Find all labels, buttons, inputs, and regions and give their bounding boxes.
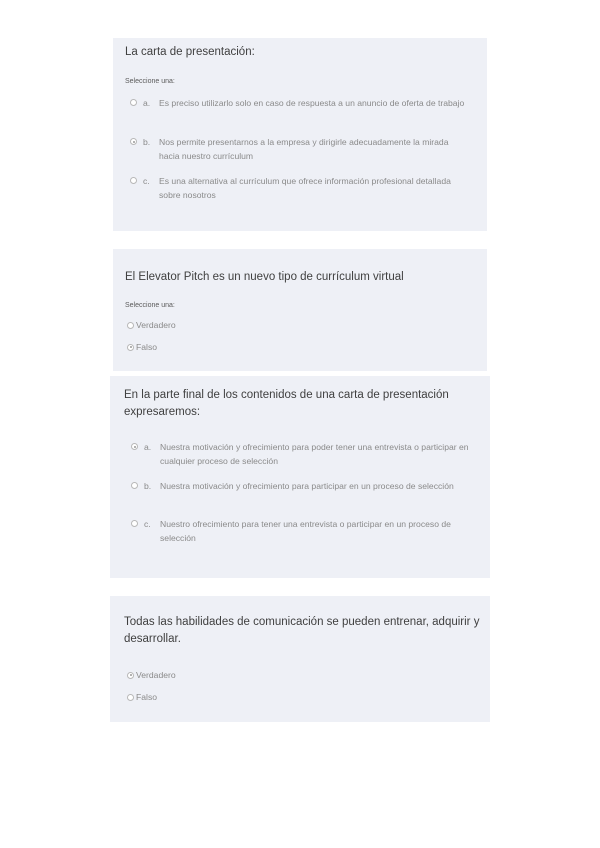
option-b[interactable] [130, 135, 470, 163]
option-c[interactable] [130, 174, 470, 202]
option-c[interactable] [131, 517, 476, 545]
question-card-3 [110, 376, 490, 578]
option-falso[interactable] [127, 342, 157, 352]
option-letter: a. [143, 98, 151, 108]
radio-button-selected[interactable] [131, 443, 138, 450]
option-a[interactable] [130, 96, 470, 110]
question-text: El Elevator Pitch es un nuevo tipo de currículum virtual [125, 271, 404, 283]
option-letter: a. [144, 442, 152, 452]
question-text: Todas las habilidades de comunicación se pueden entrenar, adquirir y desarrollar. [124, 616, 480, 645]
option-letter: c. [143, 176, 150, 186]
option-falso[interactable] [127, 692, 157, 702]
select-hint: Seleccione una: [125, 302, 175, 309]
option-text: Es una alternativa al currículum que ofrece información profesional detallada sobre nosotros [159, 176, 451, 200]
question-text: La carta de presentación: [125, 46, 255, 58]
option-text: Nos permite presentarnos a la empresa y dirigirle adecuadamente la mirada hacia nuestro currículum [159, 137, 449, 161]
option-letter: b. [143, 137, 151, 147]
select-hint: Seleccione una: [125, 78, 175, 85]
option-b[interactable] [131, 479, 476, 493]
radio-button[interactable] [127, 694, 134, 701]
option-text: Es preciso utilizarlo solo en caso de respuesta a un anuncio de oferta de trabajo [159, 98, 465, 108]
question-card-2 [113, 249, 487, 371]
option-verdadero[interactable] [127, 320, 176, 330]
option-text: Nuestro ofrecimiento para tener una entrevista o participar en un proceso de selección [160, 519, 451, 543]
option-text: Falso [136, 342, 158, 352]
option-text: Nuestra motivación y ofrecimiento para poder tener una entrevista o participar en cualquier proceso de selección [160, 442, 469, 466]
option-text: Verdadero [136, 320, 176, 330]
option-text: Nuestra motivación y ofrecimiento para participar en un proceso de selección [160, 481, 454, 491]
radio-button[interactable] [131, 482, 138, 489]
question-text: En la parte final de los contenidos de una carta de presentación expresaremos: [124, 389, 449, 418]
option-letter: b. [144, 481, 152, 491]
question-card-4 [110, 596, 490, 722]
option-text: Falso [136, 692, 158, 702]
radio-button-selected[interactable] [127, 344, 134, 351]
question-card-1 [113, 38, 487, 231]
radio-button-selected[interactable] [127, 672, 134, 679]
radio-button[interactable] [130, 99, 137, 106]
option-letter: c. [144, 519, 151, 529]
radio-button[interactable] [130, 177, 137, 184]
option-verdadero[interactable] [127, 670, 176, 680]
radio-button-selected[interactable] [130, 138, 137, 145]
option-a[interactable] [131, 440, 476, 468]
radio-button[interactable] [127, 322, 134, 329]
radio-button[interactable] [131, 520, 138, 527]
option-text: Verdadero [136, 670, 176, 680]
